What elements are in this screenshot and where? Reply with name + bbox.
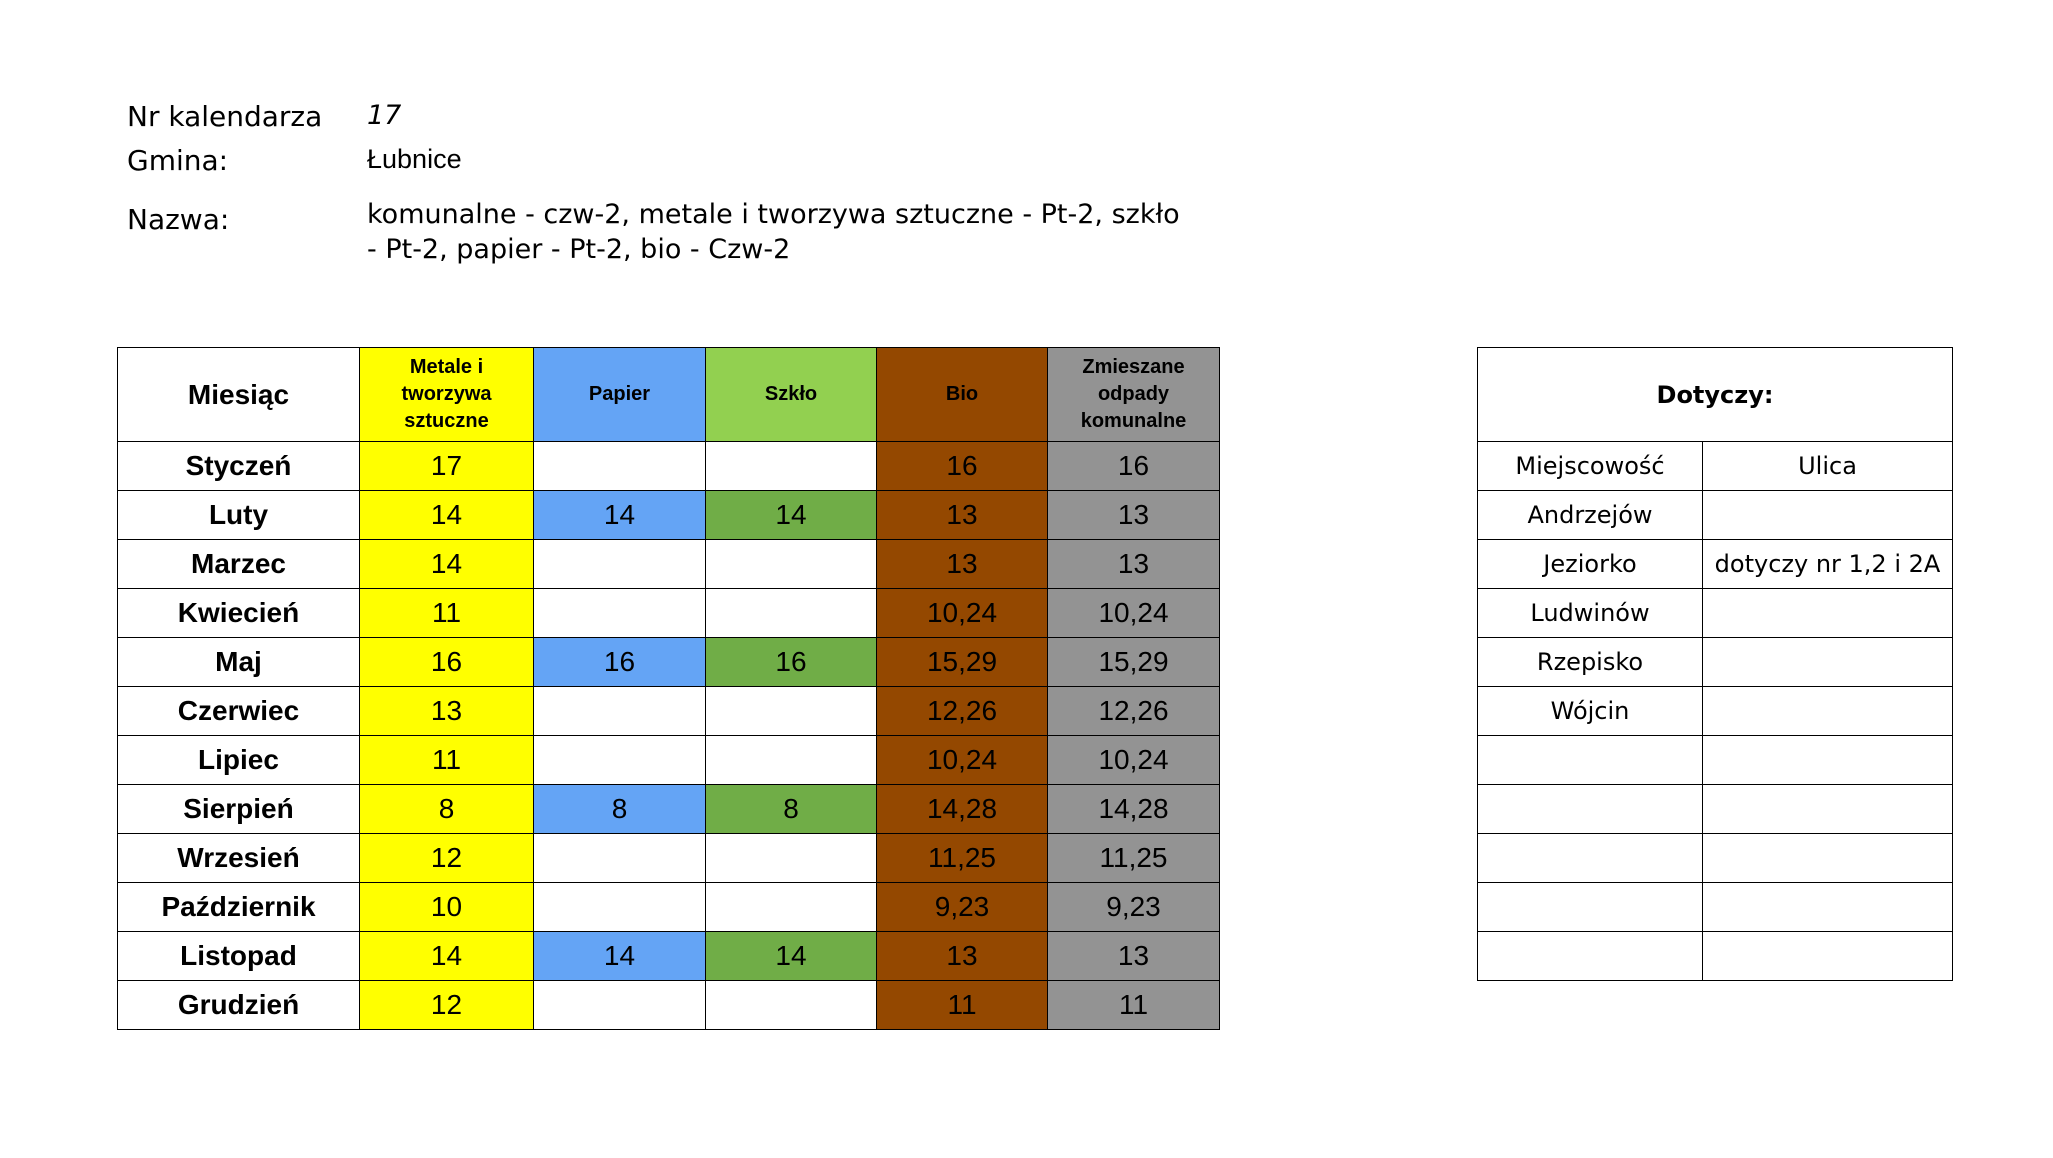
cell-bio: 10,24 <box>877 589 1048 638</box>
cell-szklo: 16 <box>706 638 877 687</box>
cell-metale: 16 <box>360 638 534 687</box>
places-cell-street <box>1703 491 1953 540</box>
cell-papier: 16 <box>534 638 706 687</box>
cell-bio: 10,24 <box>877 736 1048 785</box>
header-szklo: Szkło <box>706 348 877 442</box>
cell-bio: 11,25 <box>877 834 1048 883</box>
cell-month: Lipiec <box>118 736 360 785</box>
places-cell-street <box>1703 736 1953 785</box>
places-cell-street <box>1703 687 1953 736</box>
cell-szklo <box>706 442 877 491</box>
cell-szklo <box>706 981 877 1030</box>
cell-szklo <box>706 736 877 785</box>
cell-szklo <box>706 883 877 932</box>
cell-papier <box>534 589 706 638</box>
cell-bio: 12,26 <box>877 687 1048 736</box>
header-metale <box>360 348 534 442</box>
places-cell-place: Andrzejów <box>1478 491 1703 540</box>
table-row <box>118 491 1220 540</box>
cell-papier <box>534 736 706 785</box>
cell-bio: 13 <box>877 540 1048 589</box>
cell-zmieszane: 11 <box>1048 981 1220 1030</box>
cell-month: Grudzień <box>118 981 360 1030</box>
cell-metale: 14 <box>360 491 534 540</box>
places-cell-place <box>1478 834 1703 883</box>
header-papier: Papier <box>534 348 706 442</box>
cell-metale: 12 <box>360 981 534 1030</box>
cell-month: Maj <box>118 638 360 687</box>
cell-month: Luty <box>118 491 360 540</box>
cell-bio: 9,23 <box>877 883 1048 932</box>
places-row <box>1478 540 1953 589</box>
cell-zmieszane: 12,26 <box>1048 687 1220 736</box>
cell-month: Październik <box>118 883 360 932</box>
places-cell-place: Ludwinów <box>1478 589 1703 638</box>
cell-zmieszane: 10,24 <box>1048 736 1220 785</box>
places-col-place: Miejscowość <box>1478 442 1703 491</box>
header-bio: Bio <box>877 348 1048 442</box>
header-month: Miesiąc <box>118 348 360 442</box>
places-cell-street <box>1703 834 1953 883</box>
cell-papier <box>534 687 706 736</box>
places-header-row <box>1478 348 1953 442</box>
cell-szklo <box>706 540 877 589</box>
cell-month: Wrzesień <box>118 834 360 883</box>
cell-metale: 12 <box>360 834 534 883</box>
cell-szklo <box>706 834 877 883</box>
gmina-value: Łubnice <box>367 144 462 174</box>
places-cell-street <box>1703 589 1953 638</box>
places-cell-place <box>1478 736 1703 785</box>
cell-papier: 8 <box>534 785 706 834</box>
table-row <box>118 638 1220 687</box>
places-cell-street <box>1703 638 1953 687</box>
places-cell-street <box>1703 932 1953 981</box>
cell-zmieszane: 10,24 <box>1048 589 1220 638</box>
cell-zmieszane: 11,25 <box>1048 834 1220 883</box>
cell-bio: 15,29 <box>877 638 1048 687</box>
cell-papier: 14 <box>534 491 706 540</box>
cell-month: Kwiecień <box>118 589 360 638</box>
cell-bio: 16 <box>877 442 1048 491</box>
cell-bio: 13 <box>877 932 1048 981</box>
cell-metale: 14 <box>360 932 534 981</box>
places-cell-place <box>1478 883 1703 932</box>
places-cell-place: Jeziorko <box>1478 540 1703 589</box>
cell-papier: 14 <box>534 932 706 981</box>
places-cell-place: Rzepisko <box>1478 638 1703 687</box>
calendar-number-value: 17 <box>367 100 402 131</box>
cell-zmieszane: 13 <box>1048 491 1220 540</box>
cell-papier <box>534 981 706 1030</box>
cell-metale: 11 <box>360 589 534 638</box>
cell-papier <box>534 442 706 491</box>
table-row <box>118 687 1220 736</box>
places-row <box>1478 883 1953 932</box>
schedule-header-row <box>118 348 1220 442</box>
table-row <box>118 932 1220 981</box>
cell-zmieszane: 16 <box>1048 442 1220 491</box>
header-zmieszane-label: Zmieszane odpady komunalne <box>1080 356 1187 432</box>
header-metale-label: Metale i tworzywa sztuczne <box>401 356 492 432</box>
cell-bio: 14,28 <box>877 785 1048 834</box>
places-cell-street: dotyczy nr 1,2 i 2A <box>1703 540 1953 589</box>
cell-bio: 13 <box>877 491 1048 540</box>
places-table <box>1477 347 1953 981</box>
cell-papier <box>534 883 706 932</box>
places-cell-place <box>1478 785 1703 834</box>
places-column-header-row <box>1478 442 1953 491</box>
header-zmieszane <box>1048 348 1220 442</box>
table-row <box>118 883 1220 932</box>
places-col-street: Ulica <box>1703 442 1953 491</box>
table-row <box>118 736 1220 785</box>
table-row <box>118 981 1220 1030</box>
nazwa-label: Nazwa: <box>127 203 230 236</box>
table-row <box>118 834 1220 883</box>
cell-zmieszane: 14,28 <box>1048 785 1220 834</box>
places-row <box>1478 638 1953 687</box>
cell-papier <box>534 834 706 883</box>
cell-zmieszane: 15,29 <box>1048 638 1220 687</box>
cell-metale: 17 <box>360 442 534 491</box>
cell-zmieszane: 13 <box>1048 932 1220 981</box>
cell-metale: 14 <box>360 540 534 589</box>
table-row <box>118 589 1220 638</box>
places-row <box>1478 834 1953 883</box>
collection-schedule-table <box>117 347 1220 1030</box>
cell-metale: 11 <box>360 736 534 785</box>
places-cell-place <box>1478 932 1703 981</box>
cell-month: Listopad <box>118 932 360 981</box>
cell-metale: 10 <box>360 883 534 932</box>
table-row <box>118 540 1220 589</box>
cell-month: Marzec <box>118 540 360 589</box>
table-row <box>118 785 1220 834</box>
cell-month: Sierpień <box>118 785 360 834</box>
places-cell-street <box>1703 785 1953 834</box>
gmina-label: Gmina: <box>127 144 229 177</box>
cell-metale: 13 <box>360 687 534 736</box>
cell-month: Styczeń <box>118 442 360 491</box>
places-cell-street <box>1703 883 1953 932</box>
cell-zmieszane: 9,23 <box>1048 883 1220 932</box>
cell-metale: 8 <box>360 785 534 834</box>
table-row <box>118 442 1220 491</box>
places-cell-place: Wójcin <box>1478 687 1703 736</box>
cell-szklo: 14 <box>706 491 877 540</box>
cell-szklo <box>706 589 877 638</box>
cell-szklo: 8 <box>706 785 877 834</box>
cell-papier <box>534 540 706 589</box>
places-row <box>1478 785 1953 834</box>
places-row <box>1478 687 1953 736</box>
places-row <box>1478 932 1953 981</box>
places-row <box>1478 736 1953 785</box>
nazwa-value: komunalne - czw-2, metale i tworzywa sztuczne - Pt-2, szkło - Pt-2, papier - Pt-2, bio - Czw-2 <box>367 199 1180 265</box>
places-row <box>1478 491 1953 540</box>
cell-szklo: 14 <box>706 932 877 981</box>
places-title: Dotyczy: <box>1478 348 1953 442</box>
cell-month: Czerwiec <box>118 687 360 736</box>
cell-zmieszane: 13 <box>1048 540 1220 589</box>
calendar-number-label: Nr kalendarza <box>127 100 323 133</box>
cell-bio: 11 <box>877 981 1048 1030</box>
places-row <box>1478 589 1953 638</box>
cell-szklo <box>706 687 877 736</box>
